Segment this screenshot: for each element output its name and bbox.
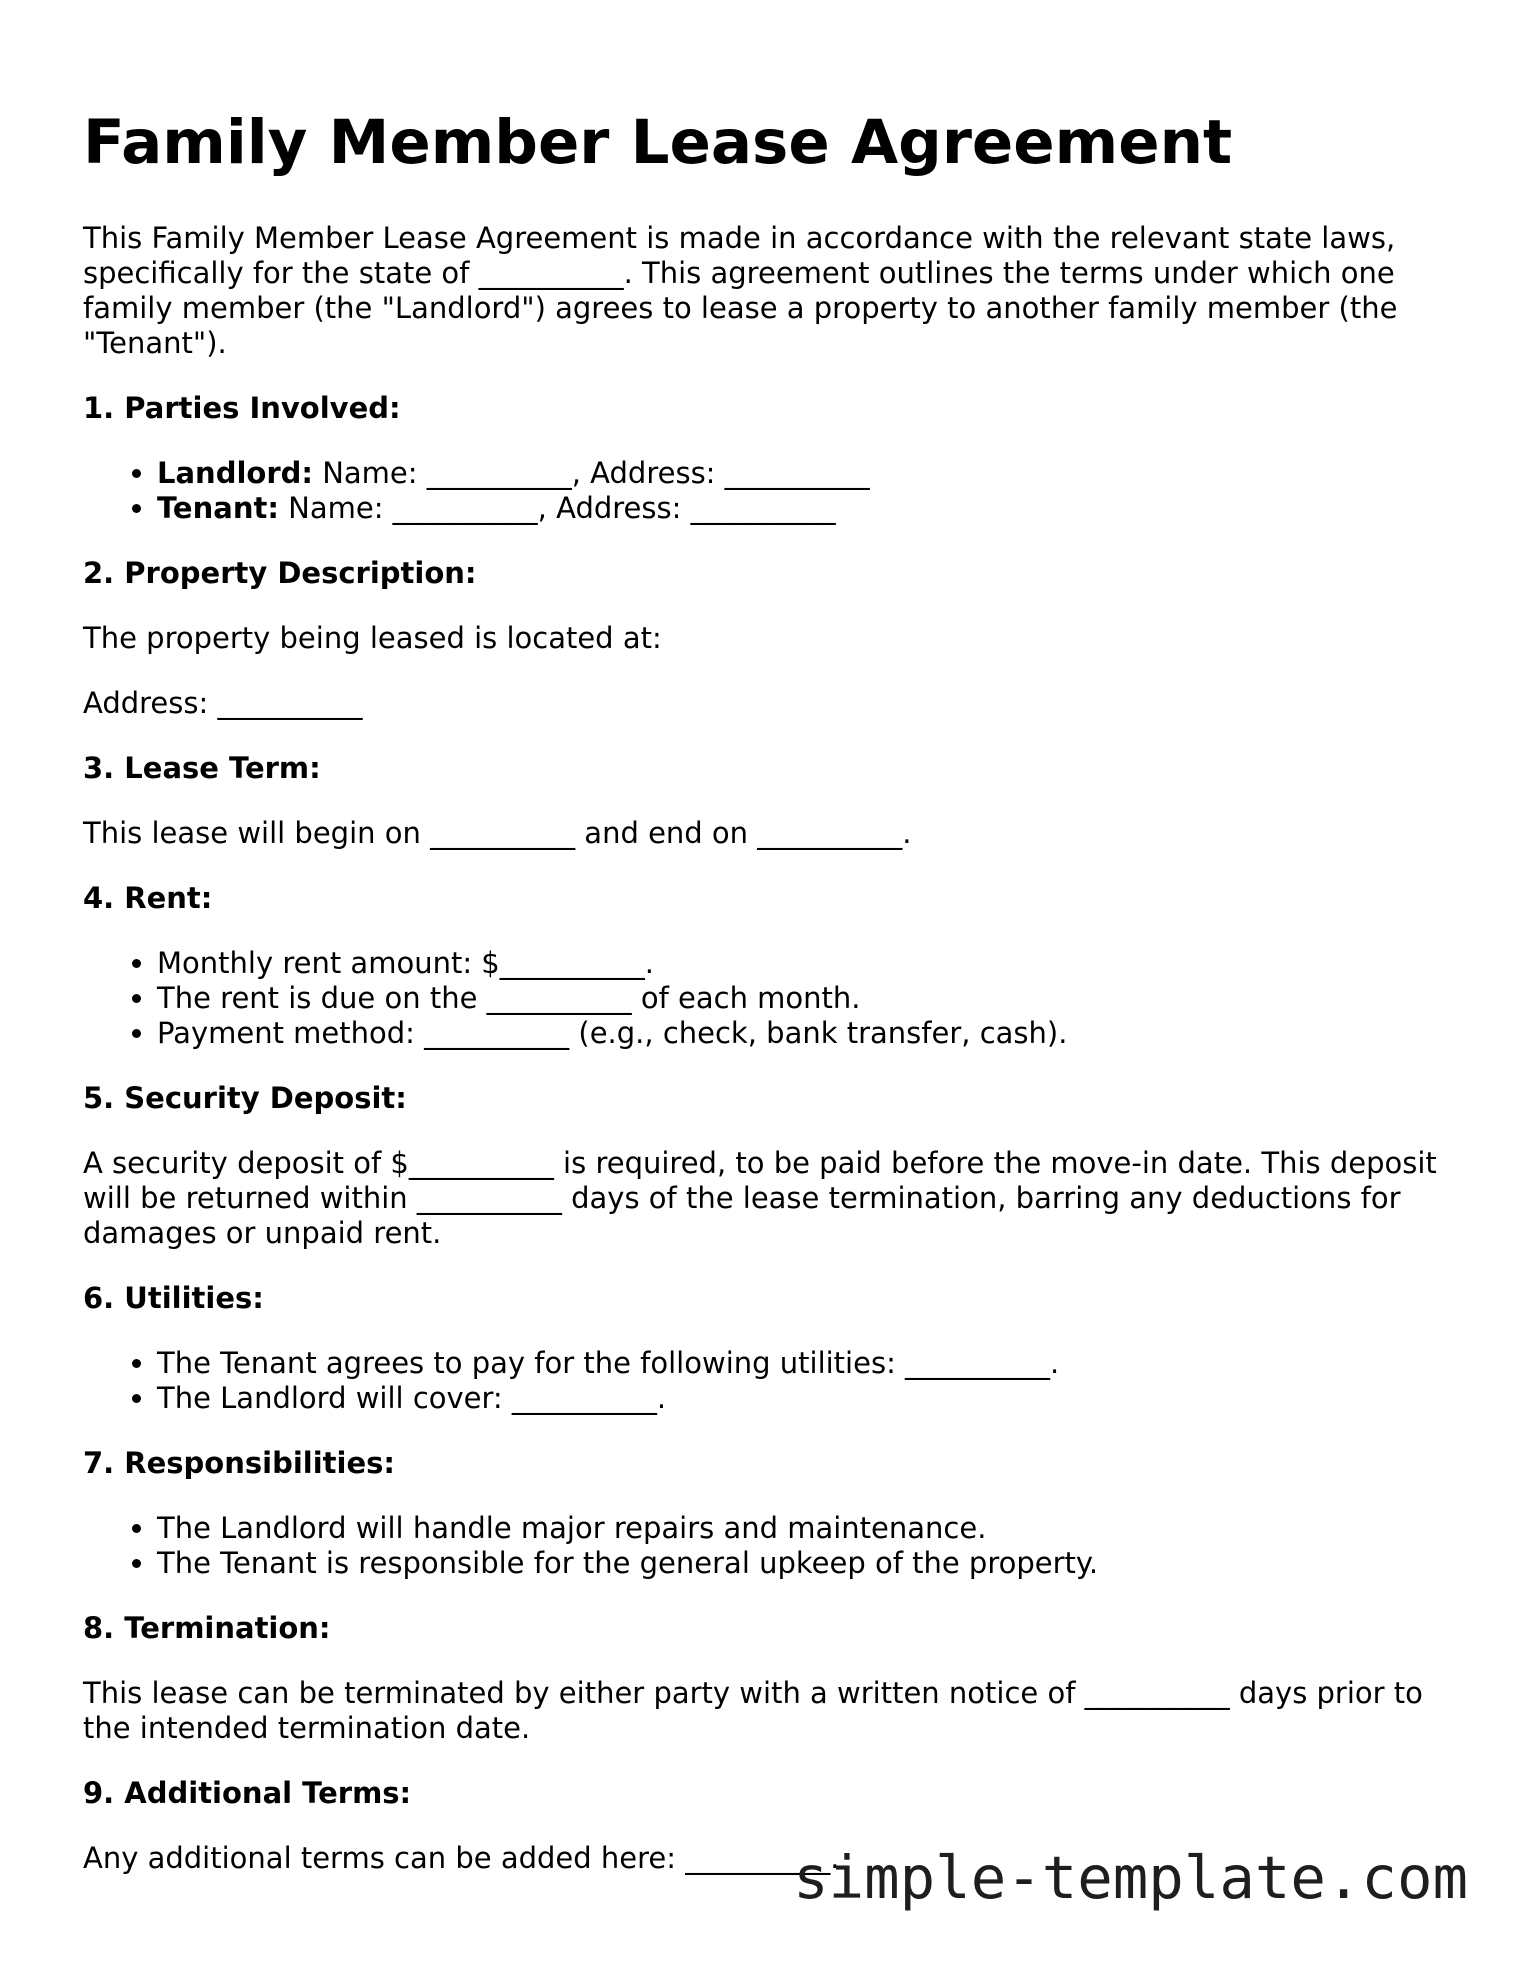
term-text: This lease will begin on __________ and end on __________. [83, 816, 912, 850]
list-item [157, 456, 1453, 491]
utilities-heading: 6. Utilities: [83, 1281, 264, 1315]
rent-heading: 4. Rent: [83, 881, 213, 915]
landlord-text: Name: __________, Address: __________ [312, 456, 870, 490]
landlord-label: Landlord: [157, 456, 313, 490]
deposit-text: A security deposit of $__________ is required, to be paid before the move-in date. This deposit will be returned within __________ days of the lease termination, barring any deductions for damages or unpaid rent. [83, 1146, 1437, 1250]
property-address: Address: __________ [83, 686, 363, 720]
list-item [157, 491, 1453, 526]
rent-list [83, 946, 1453, 1051]
responsibilities-list [83, 1511, 1453, 1581]
deposit-heading: 5. Security Deposit: [83, 1081, 407, 1115]
termination-heading: 8. Termination: [83, 1611, 331, 1645]
utilities-list [83, 1346, 1453, 1416]
responsibilities-heading: 7. Responsibilities: [83, 1446, 395, 1480]
document-page [83, 100, 1453, 1906]
parties-heading: 1. Parties Involved: [83, 391, 401, 425]
document-title: Family Member Lease Agreement [83, 107, 1233, 178]
property-text: The property being leased is located at: [83, 621, 662, 655]
list-item: • Monthly rent amount: $__________. [157, 946, 1453, 981]
list-item: • The Tenant is responsible for the general upkeep of the property. [157, 1546, 1453, 1581]
list-item: • Payment method: __________ (e.g., check, bank transfer, cash). [157, 1016, 1453, 1051]
intro-paragraph: This Family Member Lease Agreement is made in accordance with the relevant state laws, specifically for the state of __________. This agreement outlines the terms under which one family member (the "Landlord") agrees to lease a property to another family member (the "Tenant"). [83, 221, 1398, 360]
tenant-text: Name: __________, Address: __________ [278, 491, 836, 525]
tenant-label: Tenant: [157, 491, 279, 525]
property-heading: 2. Property Description: [83, 556, 477, 590]
termination-text: This lease can be terminated by either party with a written notice of __________ days prior to the intended termination date. [83, 1676, 1423, 1745]
list-item: • The rent is due on the __________ of each month. [157, 981, 1453, 1016]
list-item: • The Landlord will cover: __________. [157, 1381, 1453, 1416]
list-item: • The Landlord will handle major repairs and maintenance. [157, 1511, 1453, 1546]
watermark: simple-template.com [793, 1843, 1468, 1912]
list-item: • The Tenant agrees to pay for the following utilities: __________. [157, 1346, 1453, 1381]
term-heading: 3. Lease Term: [83, 751, 321, 785]
parties-list [83, 456, 1453, 526]
additional-text: Any additional terms can be added here: __________. [83, 1841, 840, 1875]
additional-heading: 9. Additional Terms: [83, 1776, 412, 1810]
